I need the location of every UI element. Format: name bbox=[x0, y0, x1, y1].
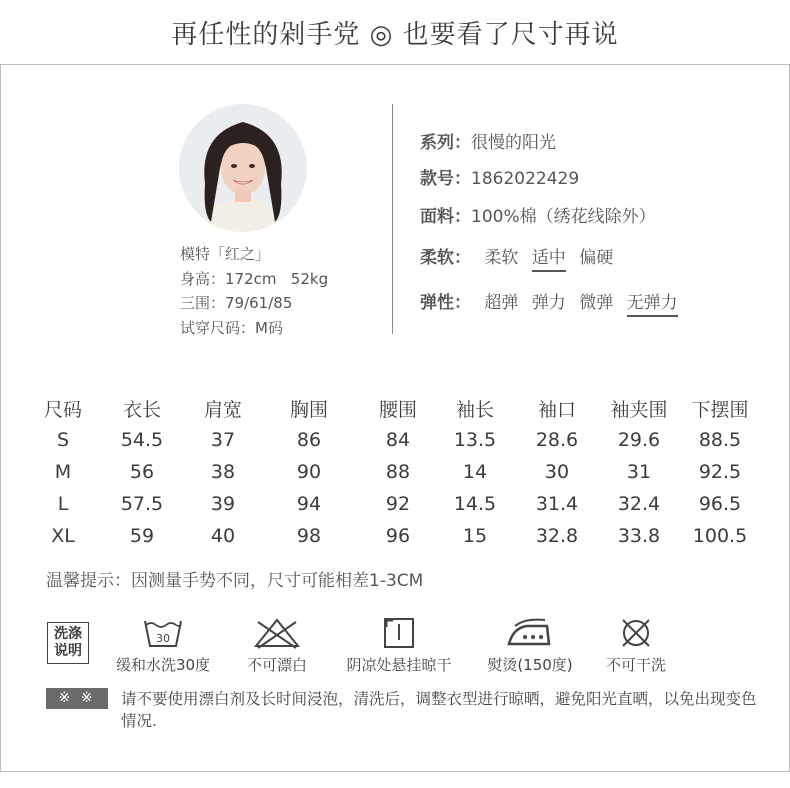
table-cell: 30 bbox=[544, 461, 570, 483]
spec-series bbox=[420, 128, 556, 153]
table-cell: 100.5 bbox=[692, 525, 748, 547]
size-table bbox=[30, 392, 762, 552]
care-instructions-label bbox=[47, 622, 89, 664]
line-dry-shade-icon bbox=[382, 616, 416, 650]
table-cell: 33.8 bbox=[617, 525, 661, 547]
elasticity-option: 弹力 bbox=[531, 293, 566, 313]
table-cell: 31.4 bbox=[535, 493, 579, 515]
table-cell: M bbox=[54, 461, 72, 483]
care-label-line1: 洗涤 bbox=[54, 626, 82, 642]
table-cell: 96 bbox=[385, 525, 411, 547]
model-info bbox=[180, 242, 328, 340]
table-row bbox=[30, 424, 762, 456]
table-cell: 14 bbox=[462, 461, 488, 483]
care-label-line2: 说明 bbox=[54, 643, 82, 659]
care-item-drying bbox=[336, 616, 462, 675]
spec-elasticity bbox=[420, 288, 678, 317]
model-portrait-image bbox=[179, 104, 307, 232]
care-text: 缓和水洗30度 bbox=[115, 656, 211, 674]
table-cell: 98 bbox=[296, 525, 322, 547]
spec-softness bbox=[420, 243, 613, 272]
bottom-divider bbox=[0, 771, 790, 772]
model-trial-size: 试穿尺码：M码 bbox=[180, 318, 283, 337]
column-header: 袖口 bbox=[537, 398, 576, 421]
notice-text: 请不要使用漂白剂及长时间浸泡，清洗后，调整衣型进行晾晒，避免阳光直晒，以免出现变色情况. bbox=[121, 690, 757, 730]
care-text: 熨烫(150度) bbox=[487, 656, 573, 674]
left-border bbox=[0, 64, 1, 772]
table-cell: 88.5 bbox=[698, 429, 742, 451]
spec-series-key: 系列： bbox=[420, 133, 471, 153]
size-table-header bbox=[30, 392, 762, 424]
table-row bbox=[30, 488, 762, 520]
table-cell: 92.5 bbox=[698, 461, 742, 483]
table-cell: 57.5 bbox=[120, 493, 164, 515]
care-text: 阴凉处悬挂晾干 bbox=[346, 656, 452, 674]
column-header: 胸围 bbox=[289, 398, 328, 421]
table-cell: 92 bbox=[385, 493, 411, 515]
column-header: 下摆围 bbox=[691, 398, 749, 421]
wash-temp-label: 30 bbox=[156, 632, 170, 645]
page-title: 再任性的剁手党 ◎ 也要看了尺寸再说 bbox=[171, 19, 619, 50]
column-header: 腰围 bbox=[378, 398, 417, 421]
care-item-wash bbox=[108, 616, 218, 675]
table-cell: 54.5 bbox=[120, 429, 164, 451]
column-header: 肩宽 bbox=[203, 398, 242, 421]
care-item-ironing bbox=[480, 616, 580, 675]
softness-option: 柔软 bbox=[484, 248, 519, 268]
spec-style-value: 1862022429 bbox=[471, 169, 580, 189]
wash-30-icon bbox=[143, 616, 183, 650]
spec-softness-key: 柔软： bbox=[420, 248, 471, 268]
column-header: 尺码 bbox=[43, 398, 82, 421]
softness-option-selected: 适中 bbox=[532, 243, 566, 272]
spec-style-key: 款号： bbox=[420, 169, 471, 189]
table-cell: 40 bbox=[210, 525, 236, 547]
table-cell: 13.5 bbox=[453, 429, 497, 451]
column-header: 袖夹围 bbox=[610, 398, 668, 421]
spec-style-number bbox=[420, 164, 579, 189]
column-header: 袖长 bbox=[455, 398, 494, 421]
table-cell: 56 bbox=[129, 461, 155, 483]
table-cell: 96.5 bbox=[698, 493, 742, 515]
header bbox=[0, 0, 790, 64]
table-row bbox=[30, 520, 762, 552]
elasticity-option-selected: 无弹力 bbox=[627, 288, 678, 317]
table-cell: 38 bbox=[210, 461, 236, 483]
table-row bbox=[30, 456, 762, 488]
care-item-dry-clean bbox=[596, 616, 676, 675]
header-divider bbox=[0, 64, 790, 65]
elasticity-option: 微弹 bbox=[579, 293, 614, 313]
spec-series-value: 很慢的阳光 bbox=[471, 133, 556, 153]
table-cell: 90 bbox=[296, 461, 322, 483]
table-cell: L bbox=[57, 493, 69, 515]
no-bleach-icon bbox=[252, 616, 302, 650]
table-cell: 37 bbox=[210, 429, 236, 451]
table-cell: 39 bbox=[210, 493, 236, 515]
table-cell: 94 bbox=[296, 493, 322, 515]
table-cell: XL bbox=[51, 525, 75, 547]
table-cell: 59 bbox=[129, 525, 155, 547]
table-cell: 86 bbox=[296, 429, 322, 451]
model-avatar bbox=[179, 104, 307, 232]
iron-150-icon bbox=[505, 616, 555, 650]
model-name: 模特「红之」 bbox=[180, 245, 271, 263]
model-height-weight: 身高：172cm 52kg bbox=[180, 269, 329, 288]
table-cell: 15 bbox=[462, 525, 488, 547]
no-dry-clean-icon bbox=[618, 616, 654, 650]
table-cell: S bbox=[56, 429, 70, 451]
table-cell: 32.4 bbox=[617, 493, 661, 515]
table-cell: 28.6 bbox=[535, 429, 579, 451]
measurement-tip: 温馨提示：因测量手势不同，尺寸可能相差1-3CM bbox=[46, 571, 424, 591]
softness-option: 偏硬 bbox=[579, 248, 614, 268]
table-cell: 29.6 bbox=[617, 429, 661, 451]
table-cell: 31 bbox=[626, 461, 652, 483]
spec-fabric-key: 面料： bbox=[420, 207, 471, 227]
table-cell: 84 bbox=[385, 429, 411, 451]
elasticity-option: 超弹 bbox=[484, 293, 519, 313]
vertical-divider bbox=[392, 104, 393, 334]
model-measurements: 三围：79/61/85 bbox=[180, 294, 293, 312]
table-cell: 32.8 bbox=[535, 525, 579, 547]
care-item-bleach bbox=[232, 616, 322, 675]
notice-badge: ※ ※ bbox=[46, 688, 108, 709]
care-text: 不可干洗 bbox=[605, 656, 666, 674]
spec-fabric bbox=[420, 202, 656, 227]
spec-elasticity-key: 弹性： bbox=[420, 293, 471, 313]
column-header: 衣长 bbox=[122, 398, 161, 421]
care-text: 不可漂白 bbox=[246, 656, 307, 674]
spec-fabric-value: 100%棉（绣花线除外） bbox=[471, 207, 656, 227]
table-cell: 88 bbox=[385, 461, 411, 483]
table-cell: 14.5 bbox=[453, 493, 497, 515]
